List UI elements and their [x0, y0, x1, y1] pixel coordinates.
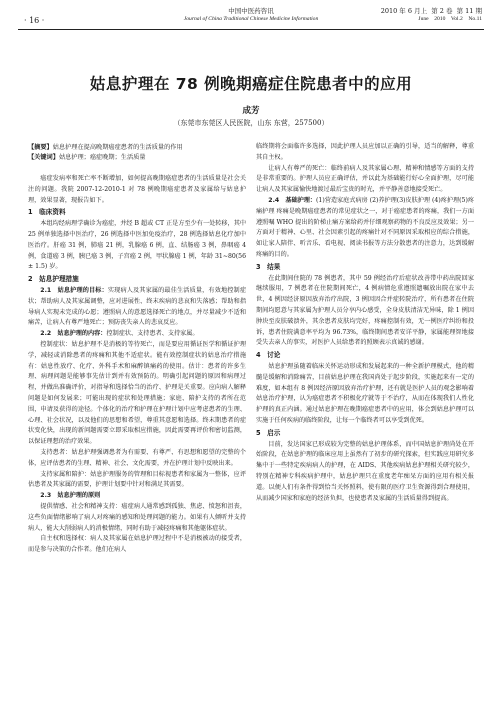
journal-name-en: Journal of China Traditional Chinese Medicine Information — [183, 16, 319, 22]
subsection-heading: 2.3 姑息护理的原则 — [40, 492, 101, 500]
author: 成芳 — [242, 106, 260, 116]
journal-name-cn: 中国中医药咨讯 — [228, 7, 274, 15]
right-column — [256, 142, 474, 504]
paragraph — [28, 491, 246, 502]
page-number: · 16 · — [24, 16, 45, 25]
paragraph — [256, 362, 474, 427]
keywords-label: 【关键词】 — [28, 154, 59, 161]
header-rule — [18, 29, 484, 30]
section-heading: 4 讨论 — [256, 351, 281, 360]
paragraph — [28, 470, 246, 492]
paragraph-text: 自主权和选择权：病人及其家属在姑息护理过程中不是消极被动的接受者，而是参与决策的合作者。他们在病人 — [28, 535, 246, 554]
paragraph-text: 癌症发病率和死亡率不断增加，如何提高晚期癌症患者的生活质量是社会关注的问题。我院 2007-12-2010-1 对 78 例晚期癌症患者及家属给与姑息护理，效果显著，现报告如下。 — [28, 175, 246, 204]
subsection-heading: 2.4 基础护理： — [268, 196, 317, 204]
section-heading: 3 结果 — [256, 262, 281, 271]
paragraph-text: 临终期将会面临许多选择，因此护理人员应加以正确的引导，适当的解释，尊重其自主权。 — [256, 143, 474, 161]
paragraph — [28, 174, 246, 206]
paragraph-text: 目前，发达国家已形成较为完整的姑息护理体系，而中国姑息护理尚处在开始阶段，在姑息护理的临床应用上虽然有了初步的研究探索，但实践应用研究多集中于一些特定疾病病人的护理，在 AIDS、其他疾病姑息护理相关研究较少，特别在精神专科疾病护理中，姑息护理只在重度老年痴呆方面的应用有相关报道。以便人们有条件得到恰当关怀照料，使有限的医疗卫生资源得到合理使用，从而减少国家和家庭的经济负担，也使患者及家属的生活质量得到提高。 — [256, 440, 474, 502]
paragraph-text: 姑息护理虽随着临床关怀运动形成和发展起来的一种全新护理模式，他的精髓是缓解和消除痛苦，目前姑息护理在我国尚处于起步阶段，实施起来有一定的难度，如本组有 8 例因经济原因放弃治疗护理，还有就是医护人员的观念影响着姑息治疗护理，认为癌症患者不积极化疗就等于不治疗，从而在体现我们人性化护理的真正内涵。通过姑息护理在晚期癌症患者中的应用，体会到姑息护理可以实施于任何疾病的临终阶段，让每一个临终者可以享受到优死。 — [256, 362, 474, 424]
article-title: 姑息护理在 78 例晚期癌症住院患者中的应用 — [89, 75, 413, 93]
running-header — [18, 4, 484, 30]
paragraph — [256, 196, 474, 261]
paragraph — [256, 274, 474, 350]
section-heading: 5 启示 — [256, 428, 281, 437]
paragraph-text: 控制症状：姑息护理不是消极的等待死亡，而是要应用循证医学和循证护理学，减轻或消除患者的疼痛和其他不适症状。能有效控制症状的姑息治疗措施有：姑息性放疗、化疗、外科手术和麻醉镇痛药的使用。估计：患者的许多生理、病理问题是能够事先估计到并有效预防的。明确引起问题的原因和病理过程，并做出准确评价，对指导和选择恰当的治疗、护理是关重要。应向病人解释问题是如何发展来；可能出现的症状和处理措施；家庭、陪护支持的者所在范围，申请及获得的途径。个体化的治疗和护理在护理计划中应考虑患者的生理、心理、社会状况，以及他们的思想和希望，尊重其意愿和选择。终末期患者的症状变化快，出现的新问题需要立即采取相应措施，因此需要再评价和密切监测，以保证理想的治疗效果。 — [28, 340, 246, 446]
paragraph-text: 提供情感、社会和精神支持：癌症病人通常感到孤独、焦虑、愤怒和沮丧，这些负面情绪影响了病人对疼痛的感知和处理问题的能力。如果有人倾听并支持病人，能大大削弱病人的消极情绪，同时有助于减轻疼痛和其他躯体症状。 — [28, 502, 246, 532]
subsection-heading: 2.1 姑息护理的目标： — [40, 286, 108, 294]
paragraph-text: (1)营造家庭式病房 (2)养护理(3)皮肤护理 (4)疼护理(5)疼痛护理 疼痛是晚期癌症患者的常见症状之一，对于癌症患者的疼痛，我们一方面遵照嘱 WHO 提出的阶梯止痛方案给药并仔细观察药物的不良反应及效果；另一方面对于精神、心里、社会因素引起的疼痛针对不同原因采取相应的综合措施，如让家人陪伴、听音乐、看电视、阅读书报等方法分散患者的注意力，达到缓解疼痛的目的。 — [256, 196, 474, 258]
issue-date-cn: 2010 年 6 月上 第 2 卷 第 11 期 — [380, 7, 482, 15]
paragraph-text: 控制症状、支持患者、支持家属。 — [106, 330, 199, 338]
paragraph — [28, 448, 246, 470]
paragraph — [28, 534, 246, 556]
paragraph — [28, 340, 246, 448]
abstract-label: 【摘要】 — [28, 144, 53, 151]
paragraph-text: 在此期间住院的 78 例患者，其中 59 例经治疗后症状改善带中药出院回家继续服用，7 例患者在住院期间死亡，4 例病情危重遵照遗嘱放出院在家中去世，4 例因经济原因放弃治疗出院，3 例因因合并症转院治疗，所有患者在住院期间均愿意与其家属为护理人员分享内心感受，全身皮肤清洁无异味，除 1 例因肿块至皮肤破溃外，其余患者皮肤均完好，疼痛控制有效，无一例医疗纠纷和投诉，患者住院满意率平均为 96.73%，临终期间患者安详平静，家属能理智地接受失去亲人的事实，对医护人员给患者的照顾表示真诚的感谢。 — [256, 274, 474, 347]
paragraph — [28, 502, 246, 534]
paragraph-text: 让病人有尊严的死亡：临终前病人及其家属心理、精神和情感等方面的支持是非常重要的。护理人员应正确评估，并以此为基础能行好心全面护理，尽可能让病人及其家属愉快地渡过最后宝贵的时光，并平静善意地接受死亡。 — [256, 164, 474, 194]
paragraph-text: 实现病人及其家属的最佳生活质量，有效地控制症状；帮助病人及其家属调整，应对进展性、终末疾病的悲哀和失落感；帮助和指导病人实现未完成的心愿；遵照病人的意愿选择死亡的地点，并尽量减少不适和痛苦，让病人有尊严地死亡；预防丧失亲人的悲哀反应。 — [28, 286, 246, 327]
paragraph-text: 支持家属和陪护：姑息护理服务的管理和目标视患者和家属为一整体，应评估患者及其家属的需要，护理计划要中针对和满足其需要。 — [28, 470, 246, 489]
subsection-heading: 2.2 姑息护理的内容： — [40, 330, 107, 338]
abstract-text: 姑息护理在提高晚期癌症患者的生活质量的作用 — [52, 144, 183, 151]
paragraph-text: 支持患者：姑息护理强调患者为有需要、有尊严、有思想和愿望的完整的个体，应评估患者的生理、精神、社会、文化需要，并在护理计划中反映出来。 — [28, 448, 246, 467]
paragraph — [256, 142, 474, 164]
paragraph-text: 本组均经病理学确诊为癌症，并经 B 超或 CT 正是方至少有一处转移，其中 25 例单独选择中医治疗，26 例选择中医加免疫治疗，28 例选择姑息化疗加中医治疗。肝癌 31 例，肺癌 21 例，乳腺癌 6 例，直、结肠癌 3 例，鼻咽癌 4 例，食道癌 3 例，胰已癌 3 例，子宫癌 2 例，甲状腺癌 1 例，年龄 31~80(56 ± 1.5) 岁。 — [28, 220, 246, 271]
issue-date-en: June 2010 Vol.2 No.11 — [418, 16, 482, 22]
paragraph — [28, 219, 246, 273]
keywords-text: 姑息护理；癌症晚期；生活质量 — [58, 154, 146, 161]
section-heading: 1 临床资料 — [28, 208, 66, 217]
paragraph — [256, 440, 474, 505]
paragraph — [28, 329, 246, 340]
paragraph — [28, 286, 246, 329]
left-column — [28, 174, 246, 556]
paragraph — [256, 164, 474, 196]
affiliation: （东莞市东莞区人民医院，山东 东营，257500） — [173, 119, 329, 127]
section-heading: 2 姑息护理措施 — [28, 275, 79, 284]
